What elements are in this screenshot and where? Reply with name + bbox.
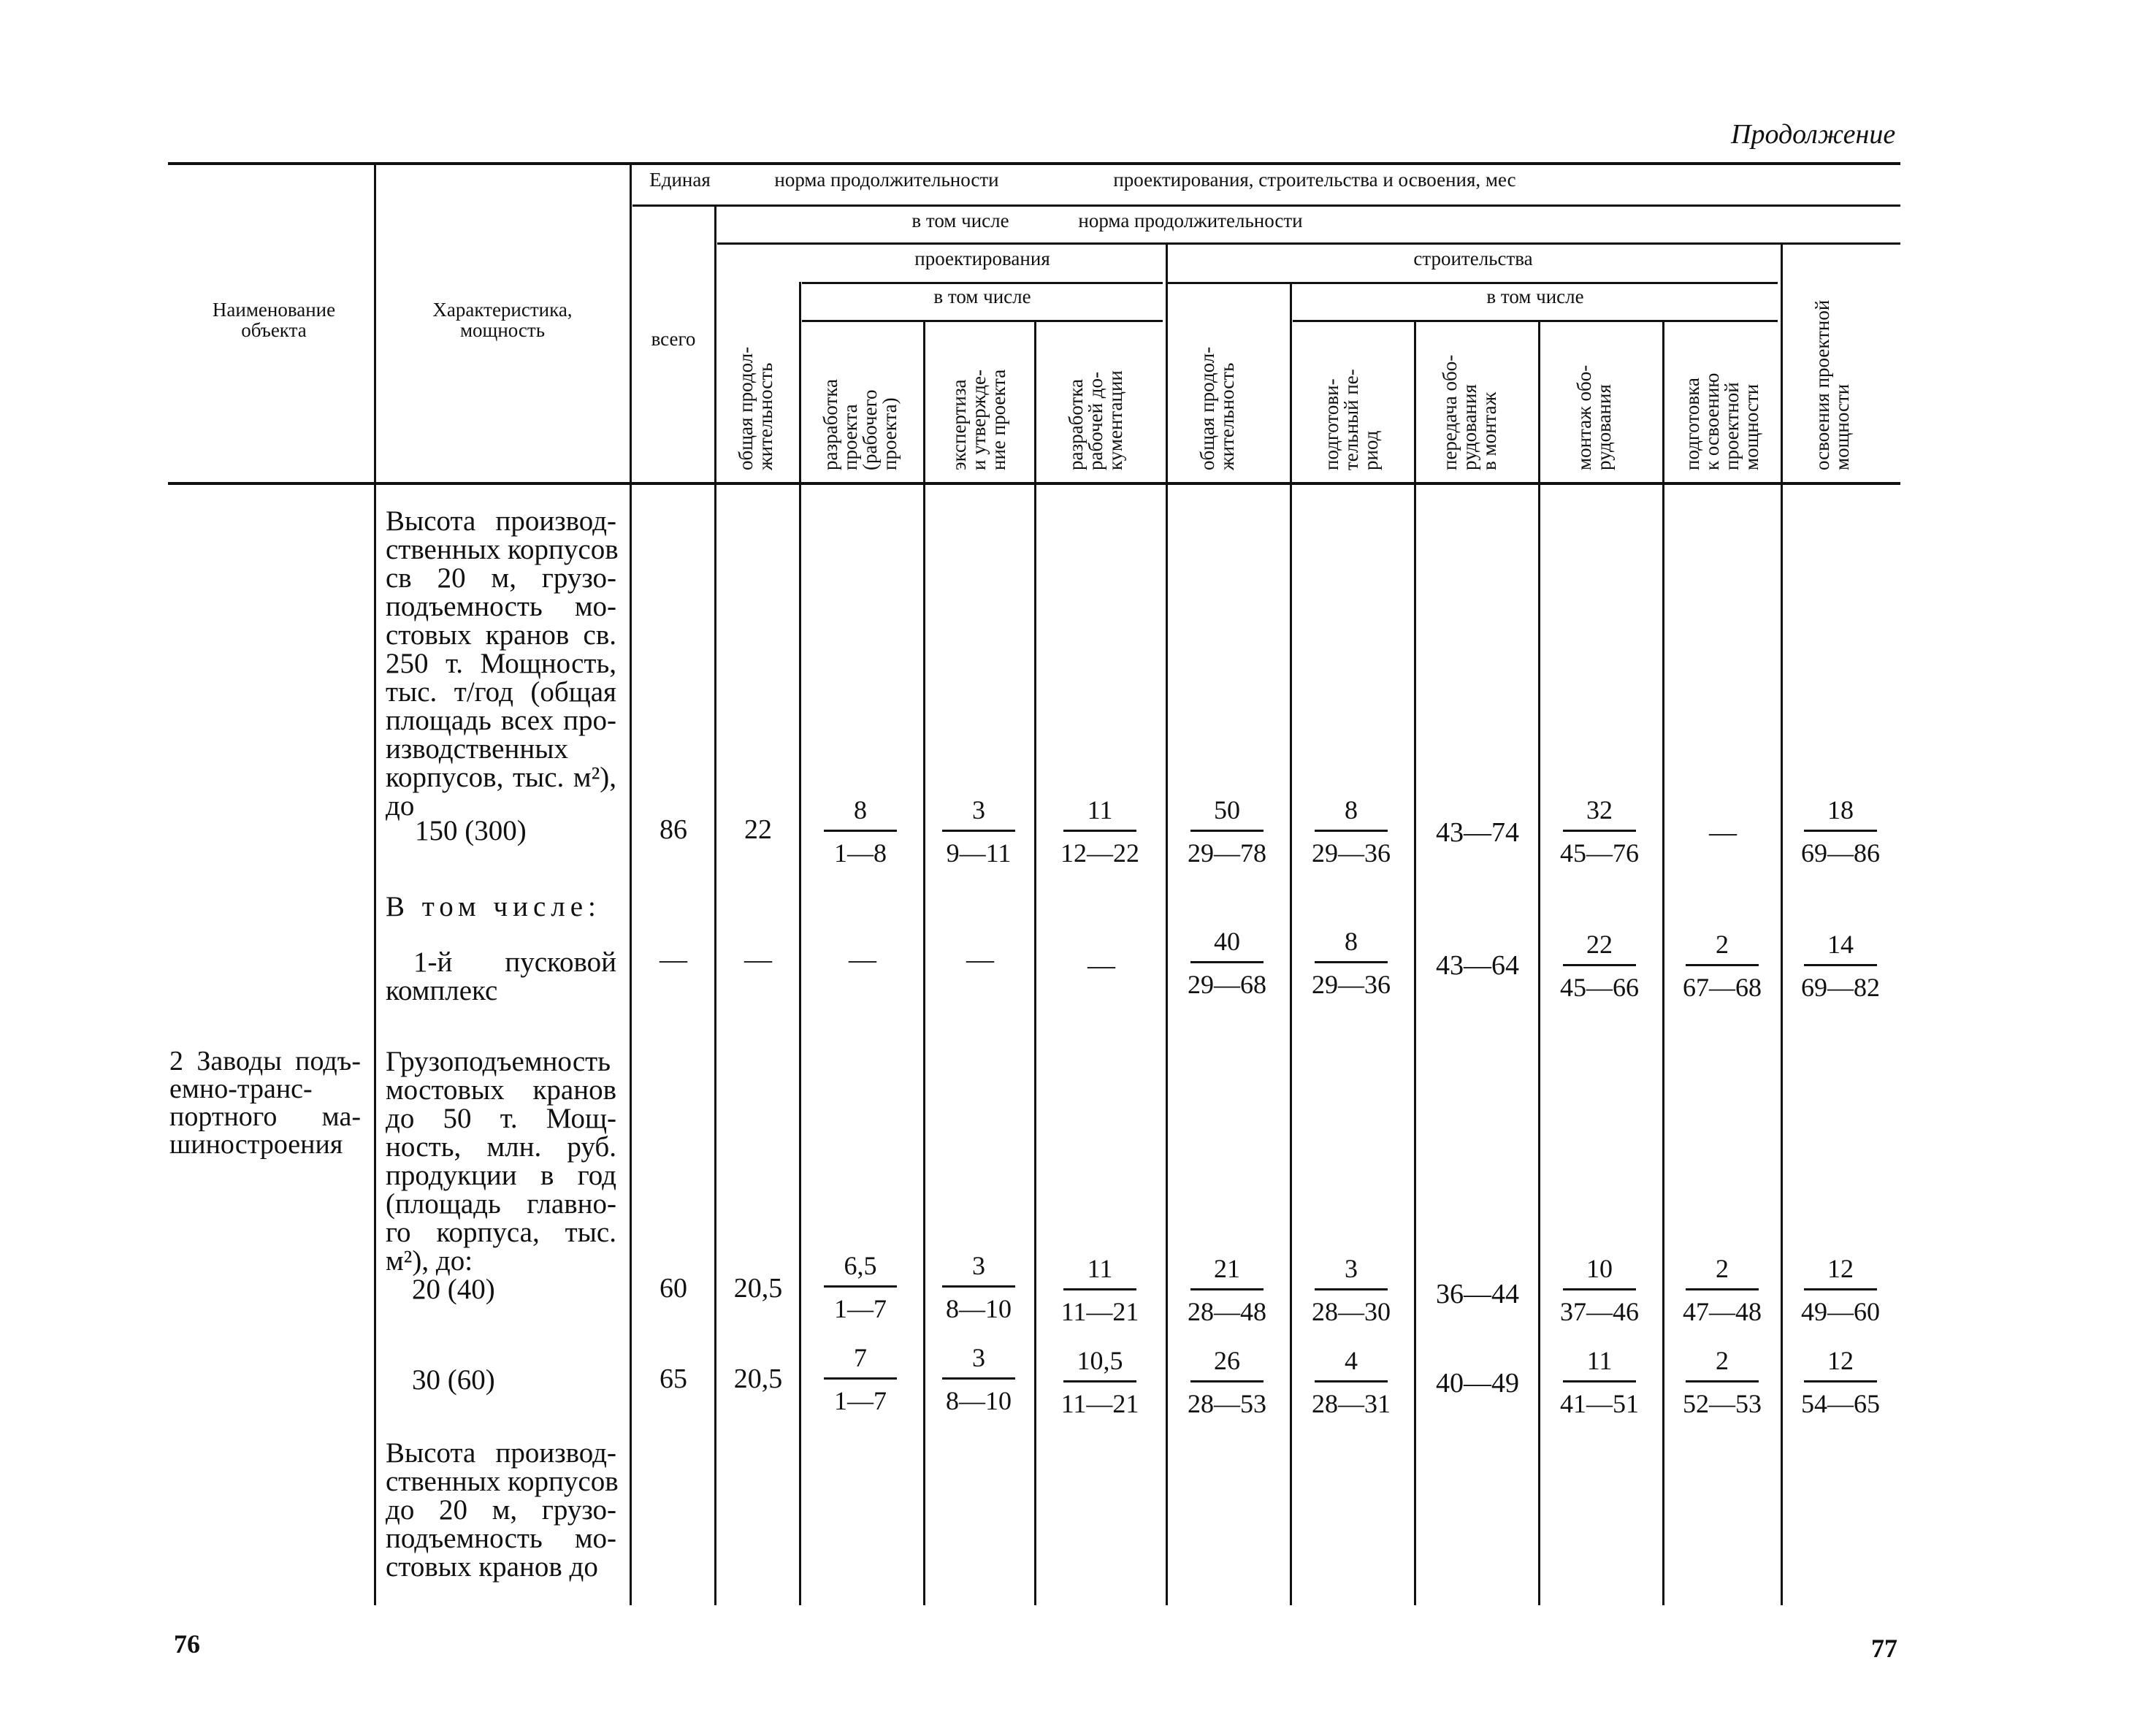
fraction-denominator: 29—78 [1188,838,1266,868]
fraction-denominator: 8—10 [946,1386,1012,1415]
header-constr-prep: подготови- тельный пе- риод [1320,369,1382,470]
row4-design-exp [935,1342,1022,1416]
fraction-numerator: 32 [1563,795,1636,832]
fraction-numerator: 2 [1686,929,1759,966]
characteristic-incl: В том числе: [386,891,601,922]
header-design: проектирования [914,248,1050,269]
page-number-left: 76 [174,1629,200,1659]
header-unified-norm-b: норма продолжительности [774,169,999,191]
fraction-numerator: 7 [824,1342,897,1380]
fraction-numerator: 11 [1063,1253,1136,1290]
row1-total: 86 [660,814,687,845]
row3-constr-ready [1678,1253,1766,1327]
header-total: всего [651,328,696,350]
fraction-numerator: 10,5 [1063,1345,1136,1382]
fraction-denominator: 28—48 [1188,1297,1266,1326]
fraction-denominator: 1—7 [834,1294,887,1323]
row3-constr-prep [1307,1253,1395,1327]
row3-design-general: 20,5 [733,1273,783,1304]
row1-design-general: 22 [744,814,772,845]
fraction-denominator: 69—86 [1801,838,1880,868]
row2-constr-mount [1556,929,1643,1003]
row1-design-exp [935,795,1022,868]
continuation-label: Продолжение [1731,119,1896,150]
row4-constr-transfer: 40—49 [1436,1368,1519,1399]
fraction-denominator: 1—8 [834,838,887,868]
row1-constr-transfer: 43—74 [1436,817,1519,848]
row3-design-work [1056,1253,1144,1327]
header-construction: строительства [1413,248,1533,269]
fraction-numerator: 11 [1563,1345,1636,1382]
row4-mastering [1797,1345,1884,1419]
characteristic-complex: 1-й пусковой комплекс [386,946,616,1006]
fraction-numerator: 50 [1190,795,1264,832]
row3-design-dev [817,1250,904,1324]
header-characteristic: Характеристика, мощность [432,299,573,342]
row-label-150: 150 (300) [415,815,527,846]
header-construction-incl: в том числе [1486,286,1584,307]
header-object-name: Наименование объекта [212,299,336,342]
fraction-denominator: 54—65 [1801,1389,1880,1418]
fraction-numerator: 4 [1315,1345,1388,1382]
fraction-denominator: 47—48 [1683,1297,1762,1326]
row1-design-dev [817,795,904,868]
row-label-30: 30 (60) [412,1364,495,1396]
row4-constr-mount [1556,1345,1643,1419]
fraction-denominator: 67—68 [1683,973,1762,1002]
row1-mastering [1797,795,1884,868]
characteristic-block-2: Грузоподъемность мостовых кранов до 50 т. Мощ- ность, млн. руб. продукции в год (площадь главно- го корпуса, тыс. м²), до: [386,1046,616,1277]
row2-constr-ready [1678,929,1766,1003]
object-name: 2 Заводы подъ- емно-транс- портного ма- шиностроения [169,1046,361,1160]
row2-design-work: — [1087,950,1115,981]
fraction-denominator: 37—46 [1560,1297,1639,1326]
row4-constr-ready [1678,1345,1766,1419]
fraction-numerator: 11 [1063,795,1136,832]
fraction-numerator: 2 [1686,1345,1759,1382]
row1-design-work [1056,795,1144,868]
header-constr-ready: подготовка к освоению проектной мощности [1681,372,1762,470]
fraction-denominator: 12—22 [1060,838,1139,868]
row4-total: 65 [660,1363,687,1394]
fraction-denominator: 52—53 [1683,1389,1762,1418]
row1-constr-prep [1307,795,1395,868]
header-design-work: разработка рабочей до- кументации [1065,370,1126,470]
fraction-denominator: 41—51 [1560,1389,1639,1418]
page-number-right: 77 [1871,1634,1897,1663]
fraction-numerator: 18 [1804,795,1877,832]
fraction-numerator: 8 [824,795,897,832]
header-unified-norm-c: проектирования, строительства и освоения, мес [1113,169,1516,191]
fraction-denominator: 28—31 [1312,1389,1391,1418]
header-design-dev: разработка проекта (рабочего проекта) [819,378,901,470]
header-design-general: общая продол- жительность [735,346,776,470]
header-constr-general: общая продол- жительность [1196,346,1238,470]
characteristic-block-3: Высота производ- ственных корпусов до 20 м, грузо- подъемность мо- стовых кранов до [386,1437,619,1583]
row2-mastering [1797,929,1884,1003]
fraction-denominator: 29—36 [1312,970,1391,999]
fraction-numerator: 40 [1190,926,1264,963]
fraction-numerator: 3 [942,795,1015,832]
row-label-20: 20 (40) [412,1274,495,1305]
fraction-denominator: 28—30 [1312,1297,1391,1326]
header-constr-transfer: передача обо- рудования в монтаж [1439,354,1500,470]
characteristic-block-1: Высота производ- ственных корпусов св 20 м, грузо- подъемность мо- стовых кранов св. 250 т. Мощность, тыс. т/год (общая площадь всех про- изводственных корпусов, тыс. м²), до [386,505,619,822]
fraction-numerator: 8 [1315,926,1388,963]
header-design-incl: в том числе [933,286,1031,307]
fraction-numerator: 8 [1315,795,1388,832]
header-constr-mount: монтаж обо- рудования [1573,364,1615,470]
fraction-denominator: 9—11 [946,838,1012,868]
header-design-exp: экспертиза и утвержде- ние проекта [948,369,1009,470]
fraction-denominator: 1—7 [834,1386,887,1415]
row1-constr-ready: — [1709,817,1737,848]
row4-constr-general [1183,1345,1271,1419]
row4-design-general: 20,5 [733,1363,783,1394]
fraction-denominator: 45—76 [1560,838,1639,868]
fraction-denominator: 28—53 [1188,1389,1266,1418]
fraction-numerator: 26 [1190,1345,1264,1382]
header-incl-norm-b: норма продолжительности [1078,210,1303,232]
fraction-numerator: 21 [1190,1253,1264,1290]
row4-design-dev [817,1342,904,1416]
row2-constr-prep [1307,926,1395,1000]
row2-design-general: — [744,944,772,975]
row3-total: 60 [660,1273,687,1304]
fraction-denominator: 29—68 [1188,970,1266,999]
row1-constr-general [1183,795,1271,868]
row4-design-work [1056,1345,1144,1419]
header-mastering: освоения проектной мощности [1811,299,1853,470]
row3-constr-mount [1556,1253,1643,1327]
row2-constr-transfer: 43—64 [1436,950,1519,981]
fraction-denominator: 45—66 [1560,973,1639,1002]
row3-constr-general [1183,1253,1271,1327]
fraction-denominator: 11—21 [1060,1297,1139,1326]
fraction-numerator: 12 [1804,1345,1877,1382]
fraction-numerator: 3 [942,1250,1015,1288]
fraction-denominator: 29—36 [1312,838,1391,868]
fraction-numerator: 22 [1563,929,1636,966]
header-incl-norm-a: в том числе [911,210,1009,232]
fraction-denominator: 69—82 [1801,973,1880,1002]
row3-design-exp [935,1250,1022,1324]
fraction-numerator: 12 [1804,1253,1877,1290]
fraction-numerator: 6,5 [824,1250,897,1288]
fraction-denominator: 11—21 [1060,1389,1139,1418]
row2-design-dev: — [849,944,876,975]
row1-constr-mount [1556,795,1643,868]
fraction-numerator: 2 [1686,1253,1759,1290]
row3-mastering [1797,1253,1884,1327]
fraction-numerator: 3 [942,1342,1015,1380]
fraction-denominator: 49—60 [1801,1297,1880,1326]
row2-constr-general [1183,926,1271,1000]
fraction-numerator: 14 [1804,929,1877,966]
header-unified-norm-a: Единая [649,169,711,191]
fraction-numerator: 10 [1563,1253,1636,1290]
row2-total: — [660,944,687,975]
row4-constr-prep [1307,1345,1395,1419]
fraction-denominator: 8—10 [946,1294,1012,1323]
row3-constr-transfer: 36—44 [1436,1279,1519,1309]
row2-design-exp: — [966,944,994,975]
fraction-numerator: 3 [1315,1253,1388,1290]
